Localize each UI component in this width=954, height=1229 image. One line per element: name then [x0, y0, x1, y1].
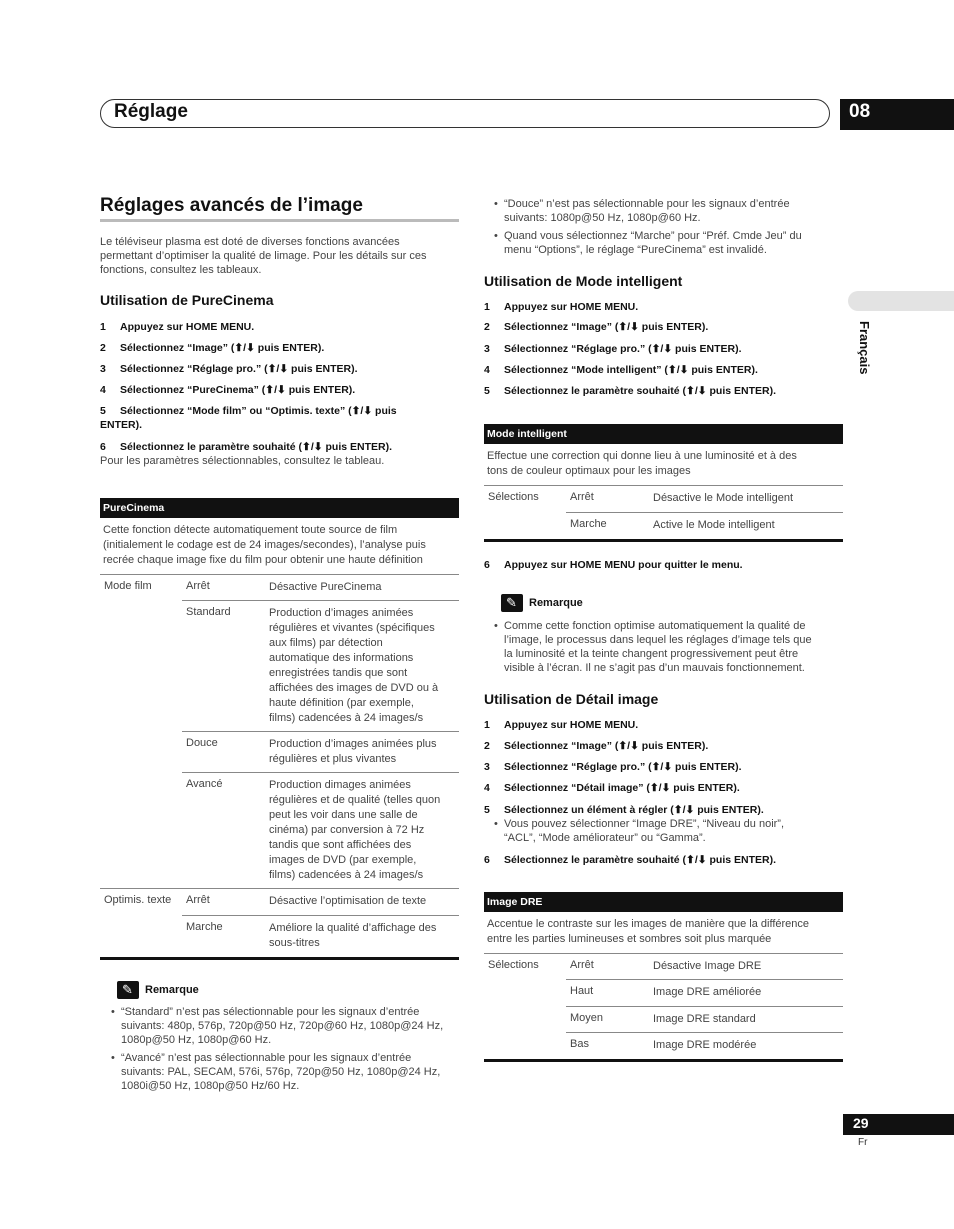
step-3: 3 Sélectionnez “Réglage pro.” (⬆/⬇ puis ENTER).	[484, 761, 742, 773]
step-5: 5 Sélectionnez un élément à régler (⬆/⬇ puis ENTER).	[484, 804, 764, 816]
step-4: 4 Sélectionnez “Mode intelligent” (⬆/⬇ puis ENTER).	[484, 364, 758, 376]
step-1: 1 Appuyez sur HOME MENU.	[100, 321, 255, 333]
step-1: 1 Appuyez sur HOME MENU.	[484, 719, 639, 731]
language-label: Français	[857, 321, 872, 375]
note-bullet: • Comme cette fonction optimise automatiquement la qualité de l’image, le processus dans lequel les réglages d’image tels que la luminosité et la teinte changent progressivement peut être visible à l’écran. Il ne s’agit pas d’un mauvais fonctionnement.	[504, 619, 849, 675]
pencil-note-icon: ✎	[501, 594, 523, 612]
table-header: Image DRE	[484, 892, 843, 912]
note-header: ✎ Remarque	[117, 981, 199, 999]
image-dre-table	[484, 892, 843, 1062]
mode-intelligent-heading: Utilisation de Mode intelligent	[484, 273, 683, 289]
step-5-cont: ENTER).	[100, 419, 142, 431]
table-description: Effectue une correction qui donne lieu à une luminosité et à des tons de couleur optimaux pour les images	[484, 444, 843, 486]
chapter-header-frame	[100, 99, 830, 128]
step-4: 4 Sélectionnez “PureCinema” (⬆/⬇ puis ENTER).	[100, 384, 356, 396]
table-description: Cette fonction détecte automatiquement toute source de film (initialement le codage est de 24 images/secondes), l’analyse puis recrée chaque image fixe du film pour obtenir une haute définition	[100, 518, 459, 575]
detail-image-heading: Utilisation de Détail image	[484, 691, 659, 707]
step-2: 2 Sélectionnez “Image” (⬆/⬇ puis ENTER).	[100, 342, 325, 354]
purecinema-table	[100, 498, 459, 960]
section-rule	[100, 219, 459, 222]
note-bullet: • “Avancé” n’est pas sélectionnable pour les signaux d’entrée suivants: PAL, SECAM, 576i, 576p, 720p@50 Hz, 1080p@24 Hz, 1080i@50 Hz, 1080p@50 Hz/60 Hz.	[121, 1051, 461, 1093]
step-2: 2 Sélectionnez “Image” (⬆/⬇ puis ENTER).	[484, 321, 709, 333]
chapter-number: 08	[849, 101, 871, 122]
table-header: Mode intelligent	[484, 424, 843, 444]
table-row: Bas Image DRE modérée	[570, 1038, 757, 1051]
step-5: 5 Sélectionnez “Mode film” ou “Optimis. texte” (⬆/⬇ puis	[100, 405, 397, 417]
step-6: 6 Appuyez sur HOME MENU pour quitter le menu.	[484, 559, 743, 571]
step-2: 2 Sélectionnez “Image” (⬆/⬇ puis ENTER).	[484, 740, 709, 752]
table-row: Standard Production d’images animées régulières et vivantes (spécifiques aux films) par détection automatique des informations enregistrées tandis que sont affichées des images de DVD ou à haute définition (par exemple, films) cadencées à 24 images/s	[100, 601, 459, 732]
page-number: 29	[853, 1115, 869, 1131]
note-bullet: • “Standard” n’est pas sélectionnable pour les signaux d’entrée suivants: 480p, 576p, 720p@50 Hz, 720p@60 Hz, 1080p@24 Hz, 1080p@50 Hz, 1080p@60 Hz.	[121, 1005, 461, 1047]
step-6-note: Pour les paramètres sélectionnables, consultez le tableau.	[100, 455, 385, 467]
table-row: Haut Image DRE améliorée	[484, 980, 843, 1007]
table-row: Moyen Image DRE standard	[484, 1007, 843, 1033]
mode-intelligent-table	[484, 424, 843, 542]
step-3: 3 Sélectionnez “Réglage pro.” (⬆/⬇ puis ENTER).	[484, 343, 742, 355]
table-row: Sélections Arrêt Désactive Image DRE	[484, 954, 843, 980]
pencil-note-icon: ✎	[117, 981, 139, 999]
table-row: Marche Améliore la qualité d’affichage des sous-titres	[186, 921, 437, 949]
chapter-title: Réglage	[114, 101, 188, 122]
table-row: Douce Production d’images animées plus régulières et plus vivantes	[100, 732, 459, 773]
table-description: Accentue le contraste sur les images de manière que la différence entre les parties lumineuses et sombres soit plus marquée	[484, 912, 843, 954]
step-5: 5 Sélectionnez le paramètre souhaité (⬆/⬇ puis ENTER).	[484, 385, 776, 397]
step-3: 3 Sélectionnez “Réglage pro.” (⬆/⬇ puis ENTER).	[100, 363, 358, 375]
purecinema-heading: Utilisation de PureCinema	[100, 292, 274, 308]
table-row: Marche Active le Mode intelligent	[570, 518, 775, 531]
table-row: Avancé Production dimages animées régulières et de qualité (telles quon peut les voir dans une salle de cinéma) par conversion à 72 Hz tandis que sont affichées des images de DVD (par exemple, films) cadencées à 24 images/s	[100, 773, 459, 889]
table-row: Optimis. texte Arrêt Désactive l’optimisation de texte	[100, 889, 459, 916]
step-6: 6 Sélectionnez le paramètre souhaité (⬆/⬇ puis ENTER).	[484, 854, 776, 866]
table-row: Mode film Arrêt Désactive PureCinema	[100, 575, 459, 601]
step-5-subnote: • Vous pouvez sélectionner “Image DRE”, “Niveau du noir”, “ACL”, “Mode améliorateur” ou “Gamma”.	[504, 817, 849, 845]
table-row: Sélections Arrêt Désactive le Mode intelligent	[484, 486, 843, 513]
note-header: ✎ Remarque	[501, 594, 583, 612]
table-header: PureCinema	[100, 498, 459, 518]
step-6: 6 Sélectionnez le paramètre souhaité (⬆/⬇ puis ENTER).	[100, 441, 392, 453]
step-4: 4 Sélectionnez “Détail image” (⬆/⬇ puis ENTER).	[484, 782, 740, 794]
intro-text: Le téléviseur plasma est doté de diverses fonctions avancées permettant d’optimiser la qualité de limage. Pour les détails sur ces fonctions, consultez les tableaux.	[100, 236, 427, 276]
note-bullet: • Quand vous sélectionnez “Marche” pour “Préf. Cmde Jeu” du menu “Options”, le réglage “PureCinema” est invalidé.	[504, 229, 844, 257]
language-tab	[848, 291, 954, 311]
section-title: Réglages avancés de l’image	[100, 195, 363, 216]
step-1: 1 Appuyez sur HOME MENU.	[484, 301, 639, 313]
note-bullet: • “Douce” n’est pas sélectionnable pour les signaux d’entrée suivants: 1080p@50 Hz, 1080p@60 Hz.	[504, 197, 844, 225]
page-language: Fr	[858, 1137, 868, 1148]
